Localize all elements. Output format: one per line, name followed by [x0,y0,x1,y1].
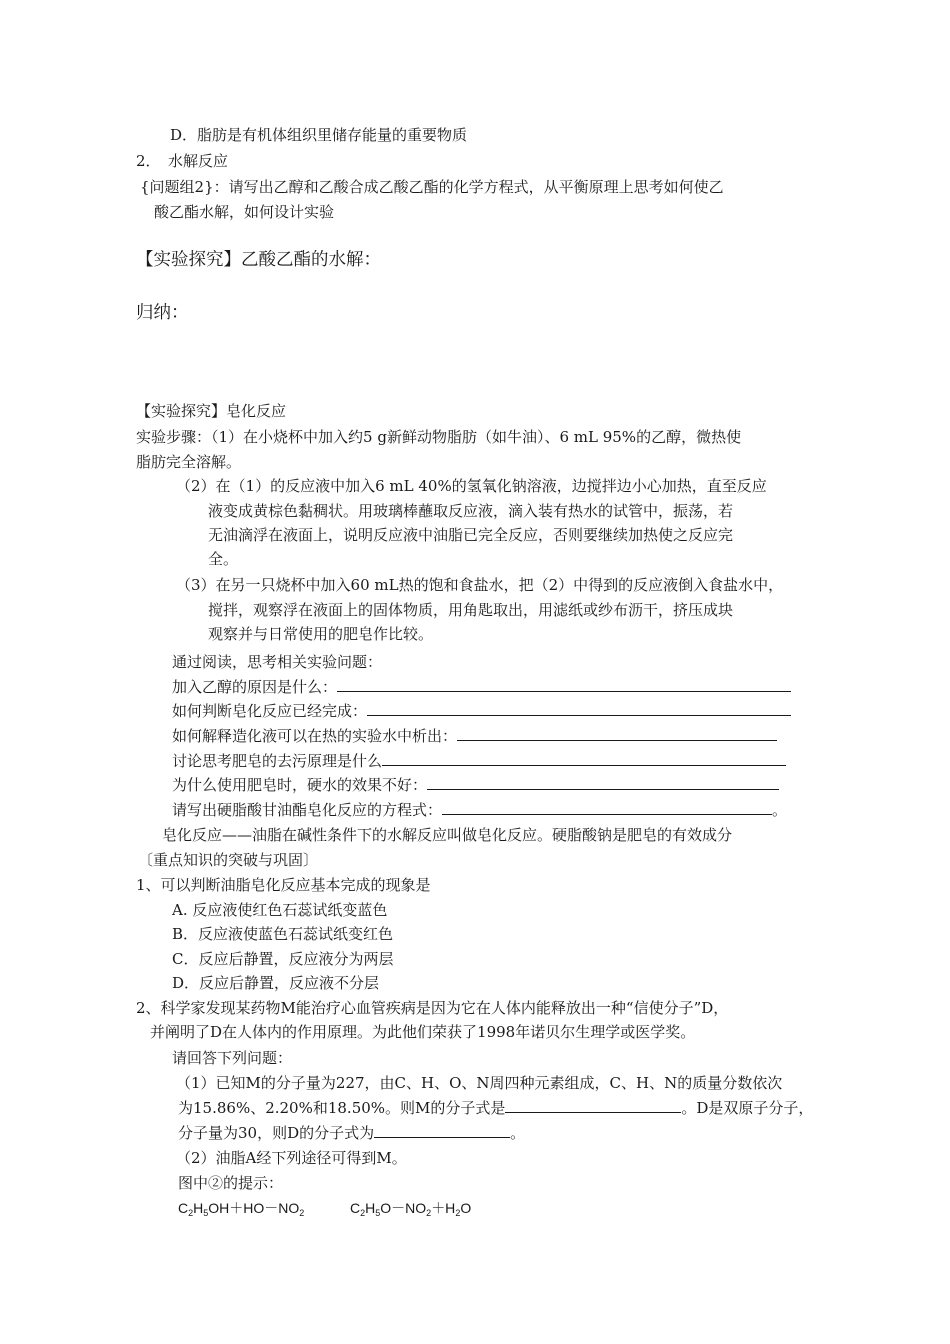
question-2-cont: 并阐明了D在人体内的作用原理。为此他们荣获了1998年诺贝尔生理学或医学奖。 [150,1023,696,1041]
formula-text: O－NO [380,1200,427,1216]
formula-text: H [193,1200,204,1216]
procedure-step-3: （3）在另一只烧杯中加入60 mL热的饱和食盐水，把（2）中得到的反应液倒入食盐水中， [176,576,784,594]
formula-text: C [178,1200,189,1216]
question-2-prompt: 请回答下列问题： [172,1049,293,1067]
reading-prompt: 通过阅读，思考相关实验问题： [172,653,383,671]
formula-text: H [365,1200,376,1216]
question-group-2-cont: 酸乙酯水解，如何设计实验 [154,203,335,221]
subscript: 2 [299,1208,305,1218]
procedure-step-3-cont2: 观察并与日常使用的肥皂作比较。 [208,625,434,643]
subscript: 5 [203,1208,209,1218]
question-1-option-d: D．反应后静置，反应液不分层 [172,974,380,992]
procedure-step-2-cont1: 液变成黄棕色黏稠状。用玻璃棒蘸取反应液，滴入装有热水的试管中，振荡，若 [208,502,734,520]
question-hard-water [172,774,779,796]
answer-blank [442,799,772,815]
question-label: 如何判断皂化反应已经完成： [172,702,368,720]
question-2: 2、科学家发现某药物M能治疗心血管疾病是因为它在人体内能释放出一种“信使分子”D， [136,999,729,1017]
question-2-part-1-cont2 [178,1122,525,1144]
period: 。 [510,1124,526,1142]
period: 。 [772,801,788,819]
answer-blank [427,774,779,790]
question-judge-completion [172,700,791,722]
summary-label: 归纳： [136,303,189,323]
answer-blank [382,750,786,766]
subscript: 2 [360,1208,366,1218]
statement-text: 为15.86%、2.20%和18.50%。则M的分子式是 [178,1099,506,1117]
equation-reactants [178,1197,304,1219]
statement-text: 分子量为30，则D的分子式为 [178,1124,375,1142]
answer-blank [457,725,777,741]
hint-label: 图中②的提示： [178,1174,284,1192]
experiment-heading-ester-hydrolysis: 【实验探究】乙酸乙酯的水解： [136,250,381,270]
question-label: 为什么使用肥皂时，硬水的效果不好： [172,776,428,794]
question-group-2: {问题组2}：请写出乙醇和乙酸合成乙酸乙酯的化学方程式，从平衡原理上思考如何使乙 [140,178,724,196]
question-label: 如何解释造化液可以在热的实验水中析出： [172,727,458,745]
subscript: 2 [188,1208,194,1218]
experiment-heading-saponification: 【实验探究】皂化反应 [136,402,287,420]
subscript: 5 [375,1208,381,1218]
question-2-part-1: （1）已知M的分子量为227，由C、H、O、N周四种元素组成，C、H、N的质量分数依次 [176,1074,783,1092]
procedure-step-2-cont2: 无油滴浮在液面上，说明反应液中油脂已完全反应，否则要继续加热使之反应完 [208,526,734,544]
section-heading-hydrolysis: 2． 水解反应 [136,152,229,170]
saponification-definition: 皂化反应——油脂在碱性条件下的水解反应叫做皂化反应。硬脂酸钠是肥皂的有效成分 [162,826,733,844]
answer-blank [505,1097,681,1113]
formula-text: ＋H [431,1200,456,1216]
answer-blank [367,700,791,716]
subscript: 2 [455,1208,461,1218]
question-1-option-c: C．反应后静置，反应液分为两层 [172,950,394,968]
option-d-line: D．脂肪是有机体组织里储存能量的重要物质 [170,126,468,144]
question-label: 请写出硬脂酸甘油酯皂化反应的方程式： [172,801,443,819]
formula-text: O [460,1200,472,1216]
formula-text: C [350,1200,361,1216]
question-salting-out [172,725,777,747]
question-label: 加入乙醇的原因是什么： [172,678,338,696]
formula-text: OH＋HO－NO [208,1200,300,1216]
question-2-part-2: （2）油脂A经下列途径可得到M。 [176,1149,407,1167]
procedure-step-1-cont: 脂肪完全溶解。 [136,453,242,471]
procedure-step-3-cont1: 搅拌，观察浮在液面上的固体物质，用角匙取出，用滤纸或纱布沥干，挤压成块 [208,601,734,619]
question-2-part-1-cont [178,1097,813,1119]
procedure-step-2-cont3: 全。 [208,550,239,568]
equation-products [350,1197,471,1219]
answer-blank [374,1122,510,1138]
question-label: 讨论思考肥皂的去污原理是什么 [172,752,383,770]
question-1-option-b: B．反应液使蓝色石蕊试纸变红色 [172,925,394,943]
statement-text: 。D是双原子分子， [681,1099,814,1117]
question-detergent-principle [172,750,786,772]
answer-blank [337,676,791,692]
subscript: 2 [426,1208,432,1218]
question-ethanol-reason [172,676,791,698]
question-equation [172,799,787,821]
question-1: 1、可以判断油脂皂化反应基本完成的现象是 [136,876,431,894]
key-knowledge-heading: 〔重点知识的突破与巩固〕 [138,851,319,869]
procedure-step-2: （2）在（1）的反应液中加入6 mL 40%的氢氧化钠溶液，边搅拌边小心加热，直至反应 [176,477,767,495]
question-1-option-a: A. 反应液使红色石蕊试纸变蓝色 [172,901,388,919]
procedure-step-1: 实验步骤：（1）在小烧杯中加入约5 g新鲜动物脂肪（如牛油）、6 mL 95%的乙醇，微热使 [136,428,742,446]
